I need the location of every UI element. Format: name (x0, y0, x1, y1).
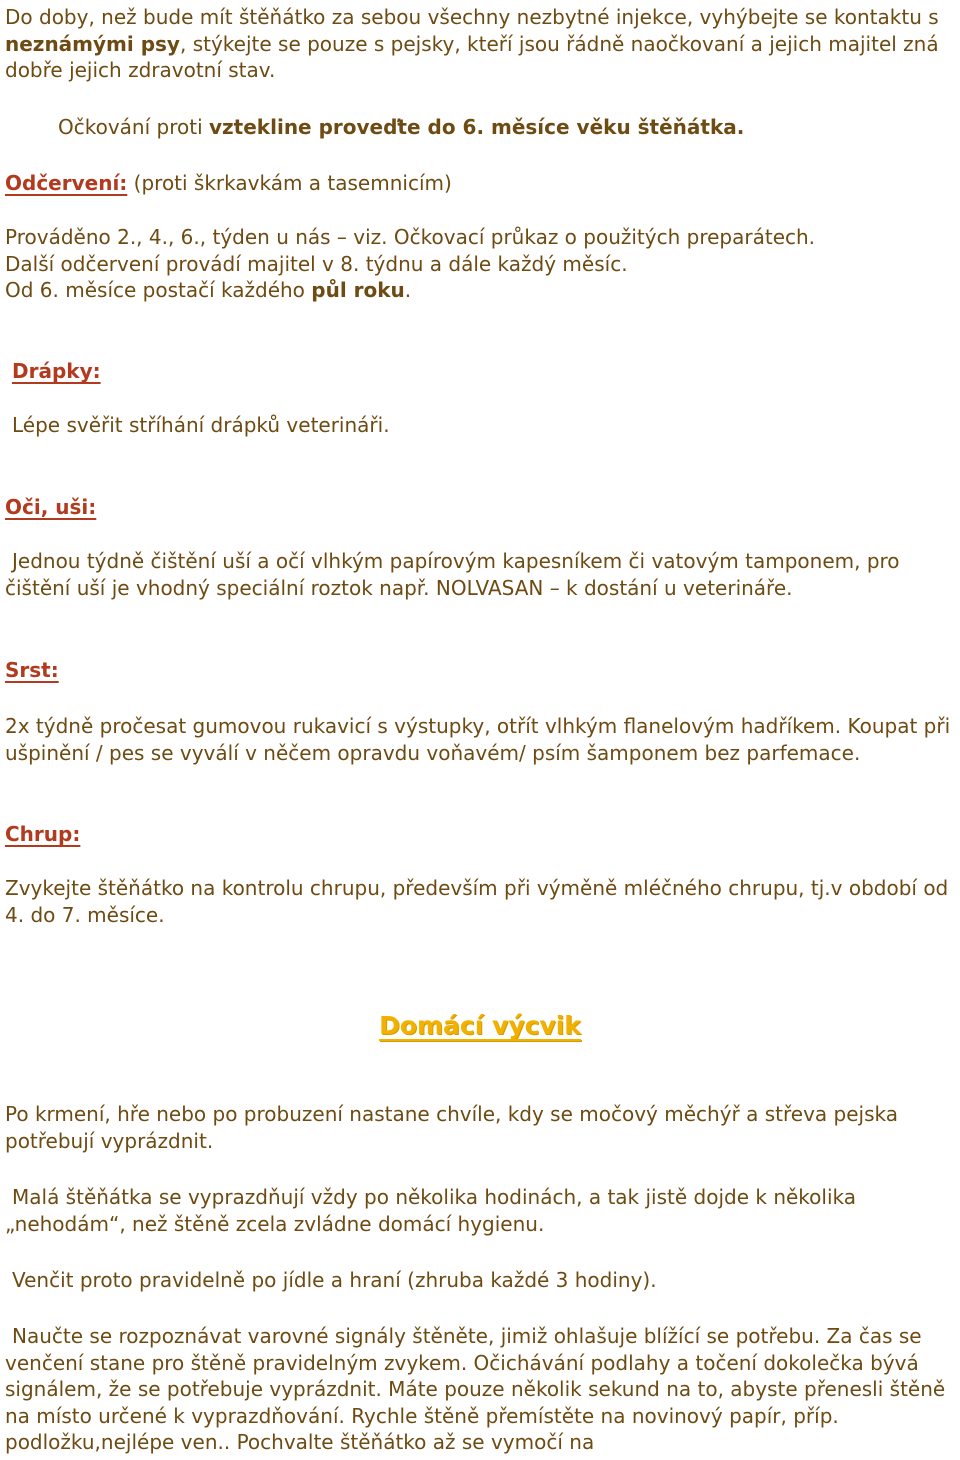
training-paragraph-1: Po krmení, hře nebo po probuzení nastane chvíle, kdy se močový měchýř a střeva pejska potřebují vyprázdnit. (5, 1102, 898, 1153)
training-title: Domácí výcvik (379, 1011, 581, 1040)
teeth-heading: Chrup: (5, 822, 81, 846)
claws-body: Lépe svěřit stříhání drápků veterináři. (12, 413, 390, 437)
eyes-ears-body: Jednou týdně čištění uší a očí vlhkým papírovým kapesníkem či vatovým tamponem, pro čištění uší je vhodný speciální roztok např. NOLVASAN – k dostání u veterináře. (5, 549, 900, 600)
intro-text-after: , stýkejte se pouze s pejsky, kteří jsou řádně naočkovaní a jejich majitel zná dobře jejich zdravotní stav. (5, 31, 939, 83)
rabies-note (58, 114, 956, 141)
eyes-ears-heading: Oči, uši: (5, 495, 97, 519)
coat-heading: Srst: (5, 658, 59, 682)
deworming-text-end: . (404, 278, 412, 303)
deworming-bold: půl roku (311, 278, 405, 303)
intro-bold: neznámými psy (5, 31, 180, 56)
vaccination-intro (5, 4, 956, 84)
deworming-heading: Odčervení: (5, 171, 128, 195)
training-paragraph-4: Naučte se rozpoznávat varovné signály štěněte, jimiž ohlašuje blížící se potřebu. Za čas se venčení stane pro štěně pravidelným zvykem. Očichávání podlahy a točení dokolečka bývá signálem, že se potřebuje vyprázdnit. Máte pouze několik sekund na to, abyste přenesli štěně na místo určené k vyprazdňování. Rychle štěně přemístěte na novinový papír, příp. podložku,nejlépe ven.. Pochvalte štěňátko až se vymočí na (5, 1324, 946, 1455)
deworming-title-line (5, 170, 956, 197)
training-paragraph-2: Malá štěňátka se vyprazdňují vždy po několika hodinách, a tak jistě dojde k několika „nehodám“, než štěně zcela zvládne domácí hygienu. (5, 1185, 857, 1236)
deworming-text: Prováděno 2., 4., 6., týden u nás – viz. Očkovací průkaz o použitých preparátech. Další odčervení provádí majitel v 8. týdnu a dále každý měsíc. Od 6. měsíce postačí každého (5, 225, 816, 303)
coat-body: 2x týdně pročesat gumovou rukavicí s výstupky, otřít vlhkým flanelovým hadříkem. Koupat při ušpinění / pes se vyválí v něčem opravdu voňavém/ psím šamponem bez parfemace. (5, 714, 951, 765)
deworming-body (5, 224, 956, 304)
training-paragraph-3: Venčit proto pravidelně po jídle a hraní (zhruba každé 3 hodiny). (12, 1268, 657, 1292)
rabies-text: Očkování proti (58, 115, 209, 139)
claws-heading: Drápky: (12, 359, 101, 383)
deworming-subtitle: (proti škrkavkám a tasemnicím) (133, 171, 452, 195)
rabies-bold: vztekline proveďte do 6. měsíce věku štěňátka. (209, 115, 745, 139)
intro-text: Do doby, než bude mít štěňátko za sebou všechny nezbytné injekce, vyhýbejte se kontaktu s (5, 5, 939, 29)
teeth-body: Zvykejte štěňátko na kontrolu chrupu, především při výměně mléčného chrupu, tj.v období od 4. do 7. měsíce. (5, 876, 949, 927)
